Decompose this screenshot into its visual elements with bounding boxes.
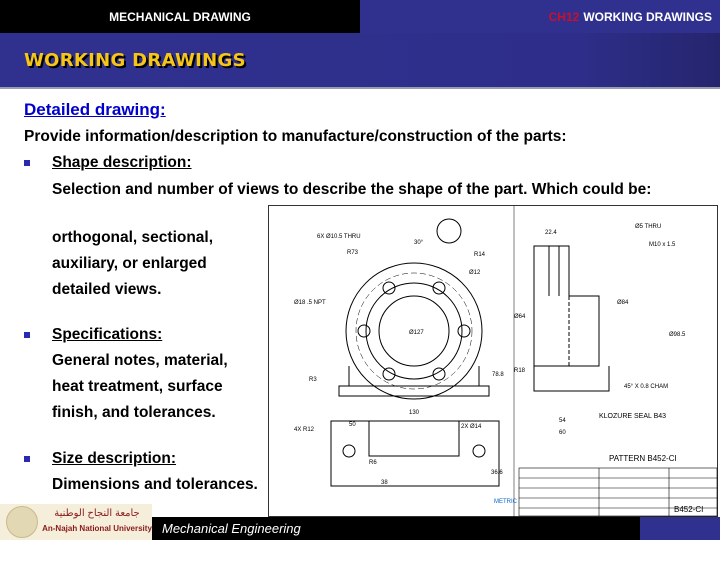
- dim-label: 60: [559, 430, 566, 436]
- dim-label: 50: [349, 422, 356, 428]
- section-line: General notes, material,: [52, 352, 228, 369]
- dim-label: R18: [514, 368, 526, 374]
- section-line: Dimensions and tolerances.: [52, 476, 258, 493]
- eagle-emblem-icon: [6, 506, 38, 538]
- dim-label: 22.4: [545, 230, 557, 236]
- section-line: Selection and number of views to describe the shape of the part. Which could be:: [52, 181, 652, 198]
- dim-label: 38: [381, 480, 388, 486]
- section-line: orthogonal, sectional,: [52, 229, 214, 246]
- dim-label: Ø98.5: [669, 332, 686, 338]
- part-number: B452-CI: [674, 505, 704, 514]
- university-name: An-Najah National University: [42, 524, 152, 533]
- slide-title: WORKING DRAWINGS: [24, 50, 246, 71]
- chapter-title: [360, 0, 720, 33]
- bullet-icon: [24, 332, 30, 338]
- dim-label: Ø127: [409, 330, 424, 336]
- footer-bar: [372, 517, 720, 540]
- dim-label: 45° X 0.8 CHAM: [624, 384, 669, 390]
- dim-label: 130: [409, 410, 420, 416]
- dim-label: 2X Ø14: [461, 424, 482, 430]
- pattern-note: PATTERN B452-CI: [609, 454, 677, 463]
- department-name: Mechanical Engineering Department: [152, 517, 372, 540]
- dim-label: R14: [474, 252, 486, 258]
- dim-label: 6X Ø10.5 THRU: [317, 234, 361, 240]
- dim-label: Ø5 THRU: [635, 224, 662, 230]
- dim-label: 36.6: [491, 470, 503, 476]
- title-bar: [0, 33, 720, 89]
- engineering-drawing: [268, 205, 718, 517]
- section-line: auxiliary, or enlarged: [52, 255, 207, 272]
- seal-note: KLOZURE SEAL B43: [599, 413, 667, 420]
- dim-label: Ø84: [617, 300, 629, 306]
- section-heading: Shape description:: [52, 154, 192, 171]
- dim-label: R3: [309, 377, 317, 383]
- section-heading: Specifications:: [52, 326, 163, 343]
- chapter-number: CH12: [548, 10, 580, 24]
- section-line: heat treatment, surface: [52, 378, 223, 395]
- dim-label: 4X R12: [294, 427, 315, 433]
- chapter-name: WORKING DRAWINGS: [583, 10, 712, 24]
- university-name-arabic: جامعة النجاح الوطنية: [54, 508, 140, 519]
- metric-label: METRIC: [494, 499, 517, 505]
- section-heading: Size description:: [52, 450, 177, 467]
- intro-text: Provide information/description to manufacture/construction of the parts:: [24, 128, 567, 145]
- dim-label: R6: [369, 460, 377, 466]
- dim-label: Ø18 .5 NPT: [294, 300, 326, 306]
- dim-label: Ø12: [469, 270, 481, 276]
- bullet-icon: [24, 456, 30, 462]
- dim-label: 54: [559, 418, 566, 424]
- course-title: MECHANICAL DRAWING: [0, 0, 360, 33]
- subtitle: Detailed drawing:: [24, 100, 166, 119]
- section-line: detailed views.: [52, 281, 162, 298]
- section-line: finish, and tolerances.: [52, 404, 216, 421]
- dim-label: 30°: [414, 240, 424, 246]
- university-logo: [0, 504, 152, 540]
- dim-label: M10 x 1.5: [649, 242, 676, 248]
- dim-label: 78.8: [492, 372, 504, 378]
- bullet-icon: [24, 160, 30, 166]
- dim-label: R73: [347, 250, 359, 256]
- dim-label: Ø64: [514, 314, 526, 320]
